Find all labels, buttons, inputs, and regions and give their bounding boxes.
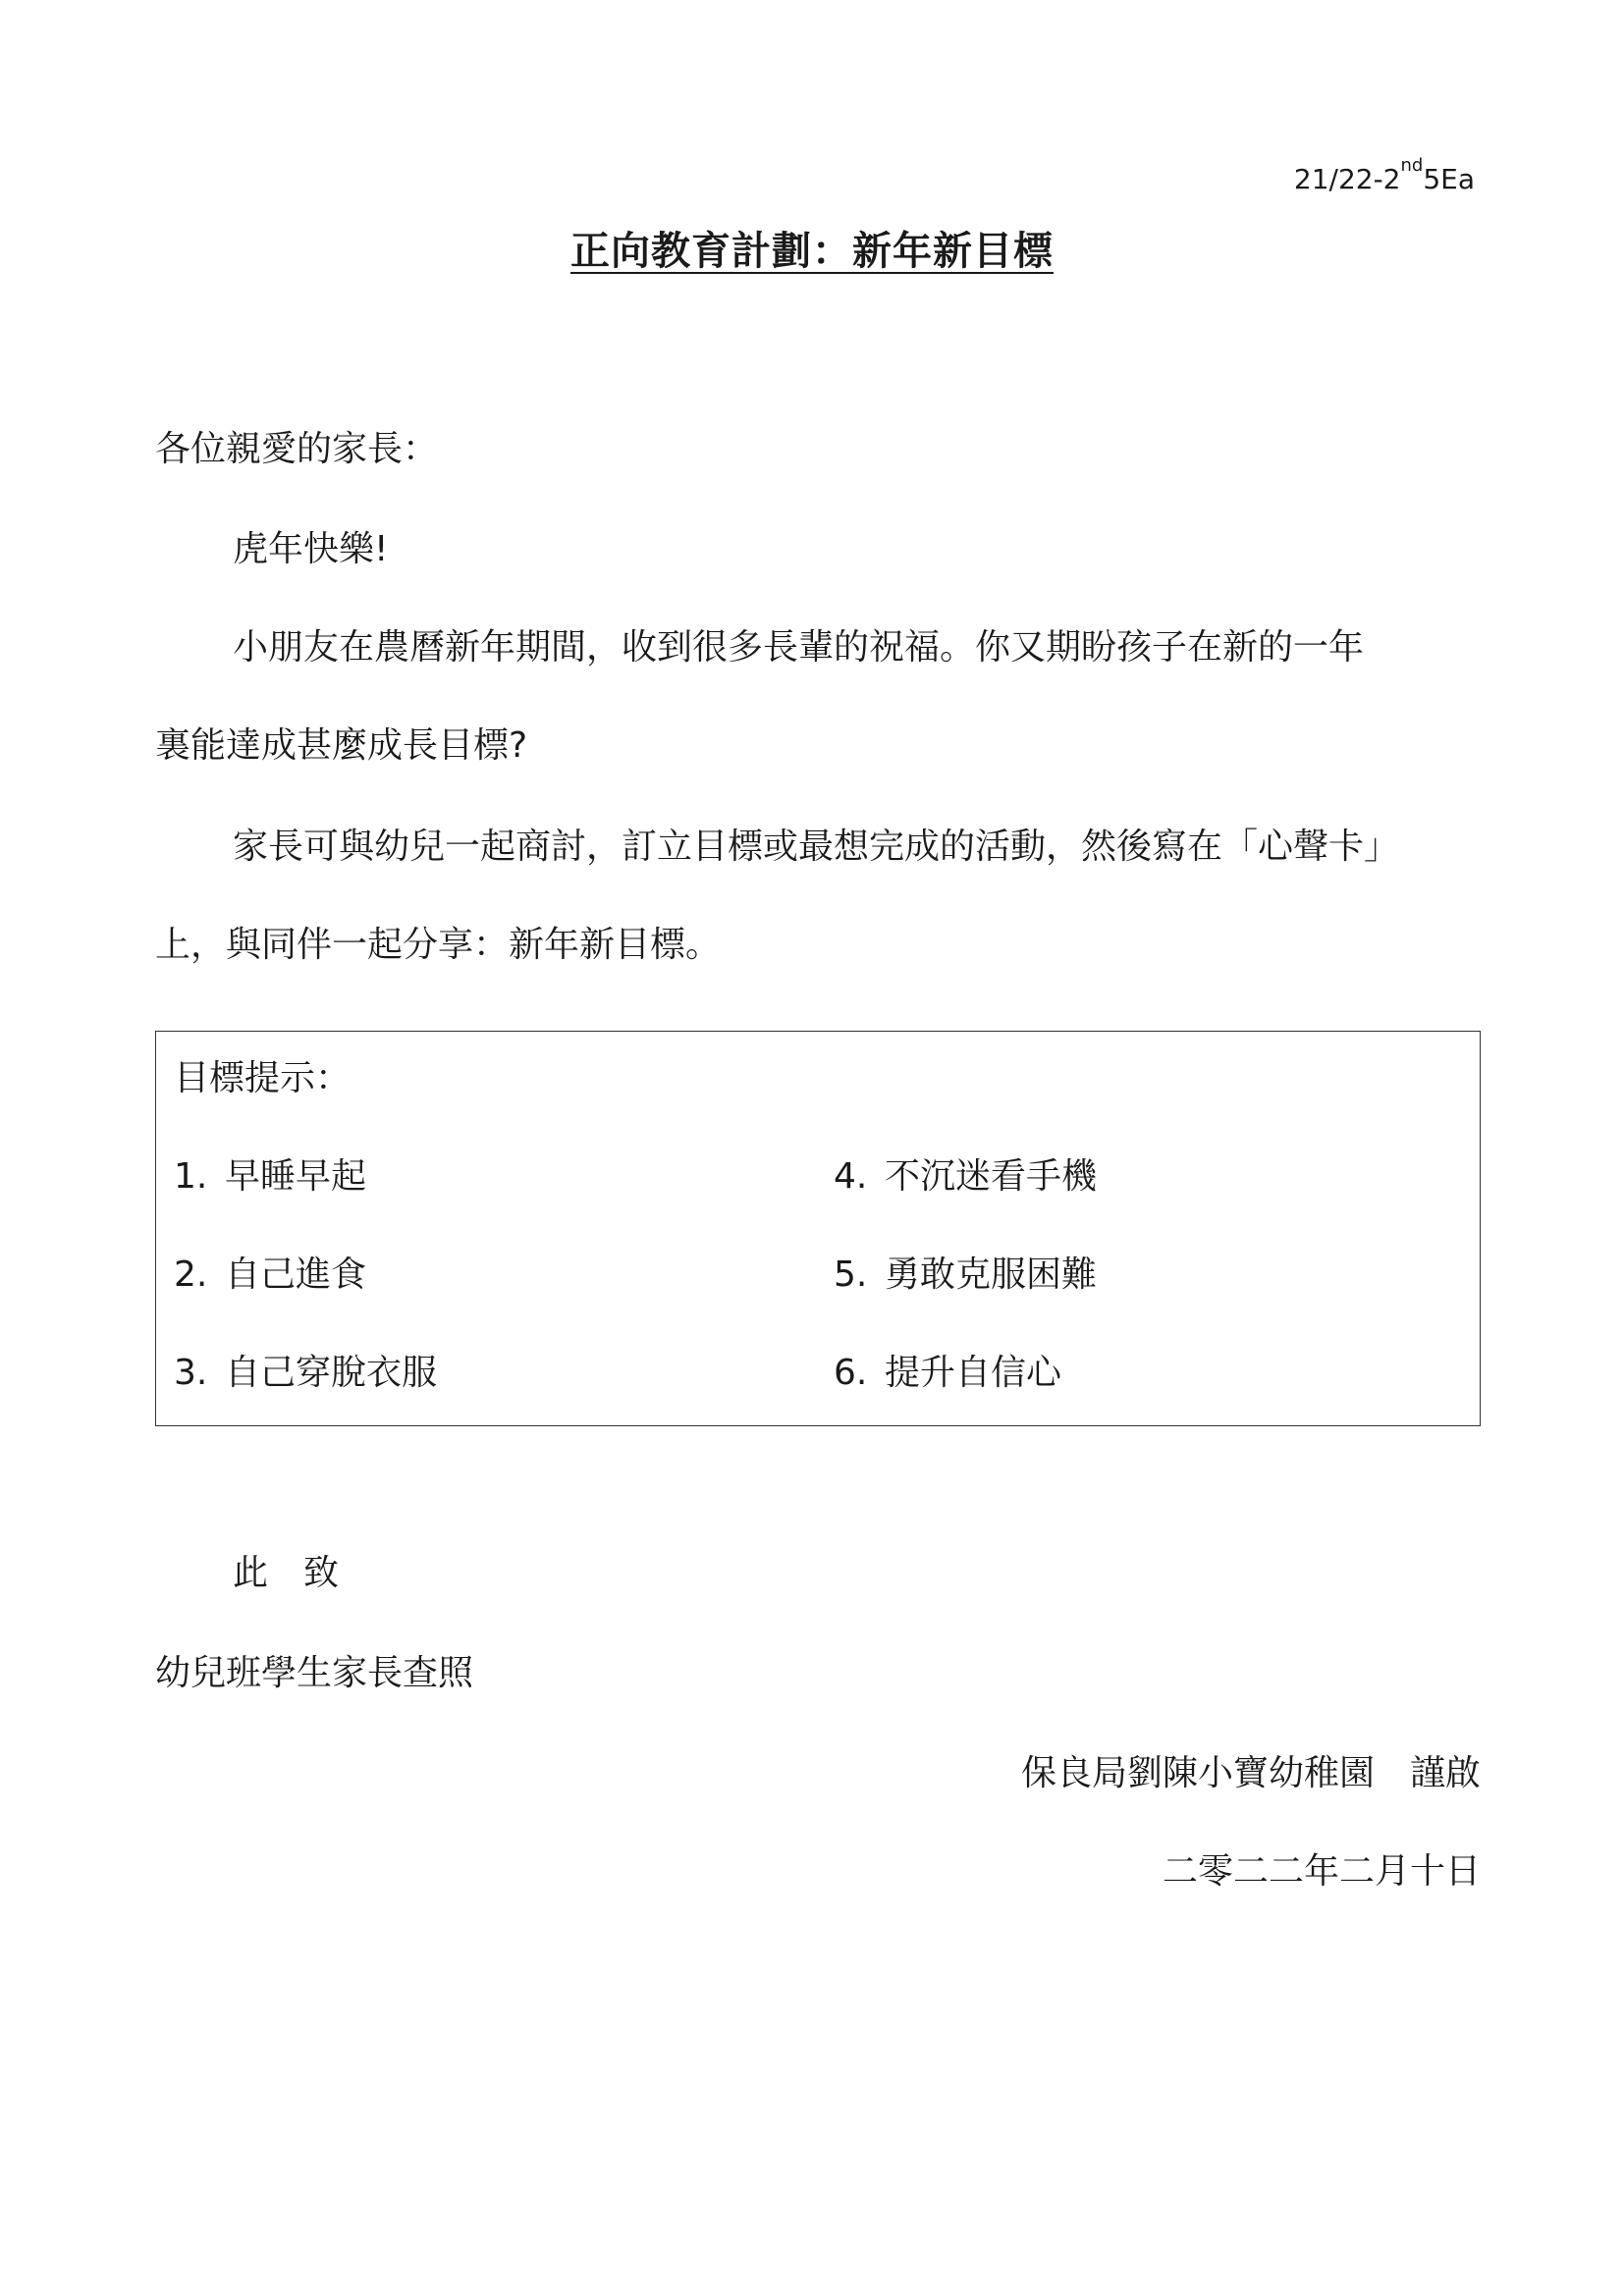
goal-hint-number: 4. (834, 1156, 868, 1197)
goal-hint-item (834, 1251, 1097, 1300)
closing-ci-zhi: 此 致 (233, 1553, 340, 1593)
reference-main: 21/22-2 (1293, 163, 1401, 195)
goal-hint-item (174, 1251, 366, 1300)
reference-number (1293, 155, 1475, 199)
goal-hint-text: 提升自信心 (885, 1353, 1062, 1393)
paragraph-2-line-1: 家長可與幼兒一起商討，訂立目標或最想完成的活動，然後寫在「心聲卡」 (233, 827, 1400, 867)
goal-hint-number: 1. (174, 1156, 208, 1197)
goal-hint-text: 早睡早起 (225, 1156, 367, 1197)
goal-hint-item (174, 1349, 437, 1398)
page-title: 正向教育計劃：新年新目標 (570, 229, 1054, 274)
paragraph-2-line-2: 上，與同伴一起分享：新年新目標。 (155, 925, 722, 965)
reference-superscript: nd (1400, 155, 1424, 176)
paragraph-1-line-2: 裏能達成甚麼成長目標? (155, 725, 528, 766)
goal-hint-number: 3. (174, 1353, 208, 1393)
goal-hints-box (155, 1031, 1481, 1426)
closing-recipient: 幼兒班學生家長查照 (155, 1653, 474, 1693)
goal-hint-text: 自己進食 (225, 1255, 367, 1295)
goal-hint-number: 2. (174, 1255, 208, 1295)
goal-hints-heading: 目標提示： (174, 1058, 352, 1098)
closing-date: 二零二二年二月十日 (1162, 1851, 1481, 1892)
goal-hint-item (174, 1152, 366, 1201)
reference-tail: 5Ea (1423, 163, 1475, 195)
greeting: 虎年快樂! (233, 529, 389, 569)
goal-hint-number: 6. (834, 1353, 868, 1393)
salutation: 各位親愛的家長： (155, 429, 439, 469)
paragraph-1-line-1: 小朋友在農曆新年期間，收到很多長輩的祝福。你又期盼孩子在新的一年 (233, 627, 1365, 667)
closing-sender: 保良局劉陳小寶幼稚園 謹啟 (1020, 1753, 1481, 1793)
goal-hint-text: 勇敢克服困難 (885, 1255, 1098, 1295)
goal-hint-item (834, 1152, 1097, 1201)
goal-hint-text: 不沉迷看手機 (885, 1156, 1098, 1197)
page-title-container (0, 224, 1624, 279)
goal-hint-text: 自己穿脫衣服 (225, 1353, 438, 1393)
goal-hint-item (834, 1349, 1061, 1398)
goal-hint-number: 5. (834, 1255, 868, 1295)
